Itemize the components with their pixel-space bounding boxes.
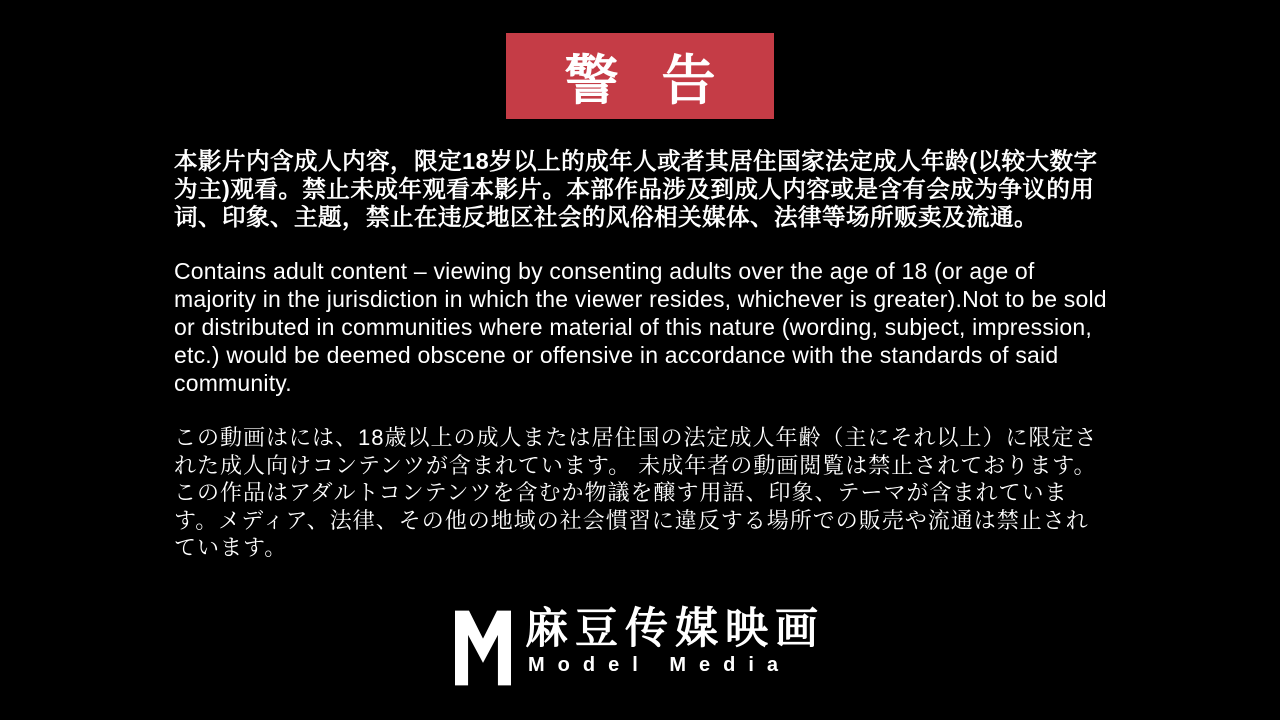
disclaimer-english: Contains adult content – viewing by consenting adults over the age of 18 (or age of majority in the jurisdiction in which the viewer resides, whichever is greater).Not to be sold or distributed in communities where material of this nature (wording, subject, impression, etc.) would be deemed obscene or offensive in accordance with the standards of said community. — [174, 258, 1107, 396]
disclaimer-block — [174, 147, 1110, 562]
disclaimer-japanese: この動画はには、18歳以上の成人または居住国の法定成人年齢（主にそれ以上）に限定された成人向けコンテンツが含まれています。 未成年者の動画閲覧は禁止されております。 この作品はアダルトコンテンツを含むか物議を醸す用語、印象、テーマが含まれています。メディア、法律、その他の地域の社会慣習に違反する場所での販売や流通は禁止されています。 — [174, 425, 1098, 560]
brand-logo-text — [525, 605, 825, 677]
warning-banner-title: 警 告 — [564, 50, 730, 111]
warning-banner — [506, 33, 774, 119]
disclaimer-chinese: 本影片内含成人内容，限定18岁以上的成年人或者其居住国家法定成人年龄(以较大数字为主)观看。禁止未成年观看本影片。本部作品涉及到成人内容或是含有会成为争议的用词、印象、主题，禁止在违反地区社会的风俗相关媒体、法律等场所贩卖及流通。 — [174, 148, 1098, 230]
brand-name-cjk: 麻豆传媒映画 — [525, 605, 825, 653]
brand-name-latin: Model Media — [528, 654, 792, 676]
model-media-m-icon — [455, 608, 511, 688]
brand-logo — [455, 605, 825, 688]
